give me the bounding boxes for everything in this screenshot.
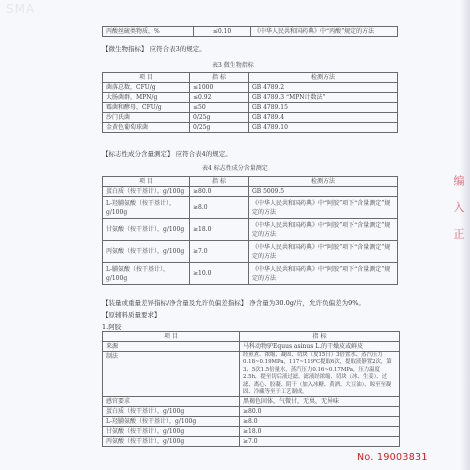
- net-content-heading: 【装量或重量差异指标/净含量及允许负偏差指标】 净含量为30.0g/片，允许负偏差为9%。: [102, 299, 365, 307]
- table-header-row: [103, 332, 400, 342]
- cell-spec: ≥18.0: [240, 427, 400, 437]
- table3: [102, 72, 398, 133]
- table-row: [103, 417, 400, 427]
- table-top-fragment: [102, 26, 398, 37]
- cell-item: 感官要求: [103, 397, 240, 407]
- marker-heading: 【标志性成分含量测定】 应符合表4的规定。: [102, 150, 232, 158]
- header-item: 项 目: [103, 177, 190, 187]
- header-item: 项 目: [103, 73, 190, 83]
- cell-spec: ≥18.0: [190, 219, 249, 241]
- cell-item: 制法: [103, 352, 240, 397]
- cell-method: 《中华人民共和国药典》中“阿胶”项下“含量测定”规定的方法: [249, 219, 398, 241]
- cell-method: 《中华人民共和国药典》中“阿胶”项下“含量测定”规定的方法: [249, 263, 398, 285]
- cell-method: GB 4789.2: [249, 83, 398, 93]
- cell-item: 菌落总数，CFU/g: [103, 83, 190, 93]
- header-spec: 指 标: [190, 73, 249, 83]
- ejiao-label: 1.阿胶: [102, 323, 122, 331]
- red-stamp: 编 入 正: [452, 175, 465, 245]
- watermark: SMA: [6, 2, 36, 16]
- cell-method: 《中华人民共和国药典》中“丙酸”规定的方法: [251, 27, 398, 37]
- table-header-row: [103, 73, 398, 83]
- cell-item: L-羟脯氨酸（按干基计），g/100g: [103, 197, 190, 219]
- table-row: [103, 93, 398, 103]
- cell-item: 丙氨酸（按干基计），g/100g: [103, 241, 190, 263]
- cell-item: L-羟脯氨酸（按干基计），g/100g: [103, 417, 240, 427]
- cell-method: GB 5009.5: [249, 187, 398, 197]
- cell-spec: ≥7.0: [190, 241, 249, 263]
- header-item: 项 目: [103, 332, 240, 342]
- table4: [102, 176, 398, 285]
- cell-item: 金黄色葡萄球菌: [103, 123, 190, 133]
- table-row: [103, 263, 398, 285]
- cell-spec: ≥80.0: [240, 407, 400, 417]
- table-row: [103, 113, 398, 123]
- header-method: 检测方法: [249, 177, 398, 187]
- serial-number: No. 19003831: [357, 452, 428, 463]
- cell-method: GB 4789.10: [249, 123, 398, 133]
- table-row: [103, 342, 400, 352]
- cell-item: 沙门氏菌: [103, 113, 190, 123]
- micro-heading: 【微生物指标】 应符合表3的规定。: [102, 45, 206, 53]
- cell-spec: 经煎煮、浓缩、凝固、切块（皮15日）3倍置水、蒸汽压力0.18~0.19MPa，117~119℃提取6次，提取液静置2次，第3、5次1.5倍量水，蒸汽压力0.16~0.17MPa，压力温度2.5h，提至切后液过滤，滤液经浓缩、切块（冰、生姜）、过滤、离心、胶凝、阴干（加入冰糖、黄酒、大豆油）、晾至至凝固、冷藏等至于工艺制成。: [240, 352, 400, 397]
- cell-spec: 0/25g: [190, 113, 249, 123]
- cell-item: 来源: [103, 342, 240, 352]
- cell-item: 大肠菌群，MPN/g: [103, 93, 190, 103]
- header-spec: 指 标: [190, 177, 249, 187]
- table-row: [103, 352, 400, 397]
- cell-spec: ≤0.92: [190, 93, 249, 103]
- cell-spec: 黑褐色固体，气微甘，无臭，无异味: [240, 397, 400, 407]
- cell-item: 甘氨酸（按干基计），g/100g: [103, 427, 240, 437]
- cell-item: 丙酸丝硫类物质，%: [103, 27, 194, 37]
- table-row: [103, 427, 400, 437]
- table-row: [103, 407, 400, 417]
- table-row: [103, 83, 398, 93]
- cell-item: L-脯氨酸（按干基计），g/100g: [103, 263, 190, 285]
- table-row: [103, 437, 400, 447]
- table-header-row: [103, 177, 398, 187]
- cell-item: 丙氨酸（按干基计），g/100g: [103, 437, 240, 447]
- cell-spec: ≥7.0: [240, 437, 400, 447]
- table-row: [103, 27, 398, 37]
- cell-item: 甘氨酸（按干基计），g/100g: [103, 219, 190, 241]
- table-row: [103, 197, 398, 219]
- table-row: [103, 219, 398, 241]
- cell-method: 《中华人民共和国药典》中“阿胶”项下“含量测定”规定的方法: [249, 197, 398, 219]
- table-row: [103, 187, 398, 197]
- table5: [102, 331, 400, 447]
- cell-spec: ≥8.0: [190, 197, 249, 219]
- header-spec: 指 标: [240, 332, 400, 342]
- raw-material-heading: 【原辅料质量要求】: [102, 311, 161, 319]
- cell-method: GB 4789.4: [249, 113, 398, 123]
- cell-method: GB 4789.3 “MPN计数法”: [249, 93, 398, 103]
- table-row: [103, 397, 400, 407]
- cell-item: 蛋白质（按干基计），g/100g: [103, 407, 240, 417]
- table-row: [103, 241, 398, 263]
- cell-spec: ≥8.0: [240, 417, 400, 427]
- cell-spec: 0/25g: [190, 123, 249, 133]
- cell-spec: 马科动物驴Equus asinus L.的干燥皮或鲜皮: [240, 342, 400, 352]
- cell-spec: ≤50: [190, 103, 249, 113]
- cell-method: 《中华人民共和国药典》中“阿胶”项下“含量测定”规定的方法: [249, 241, 398, 263]
- table3-title: 表3 微生物指标: [212, 62, 254, 69]
- header-method: 检测方法: [249, 73, 398, 83]
- cell-spec: ≤1000: [190, 83, 249, 93]
- cell-spec: ≥10.0: [190, 263, 249, 285]
- cell-item: 霉菌和酵母，CFU/g: [103, 103, 190, 113]
- cell-limit: ≤0.10: [194, 27, 251, 37]
- cell-spec: ≥80.0: [190, 187, 249, 197]
- table4-title: 表4 标志性成分含量测定: [202, 165, 268, 172]
- table-row: [103, 123, 398, 133]
- cell-item: 蛋白质（按干基计），g/100g: [103, 187, 190, 197]
- table-row: [103, 103, 398, 113]
- cell-method: GB 4789.15: [249, 103, 398, 113]
